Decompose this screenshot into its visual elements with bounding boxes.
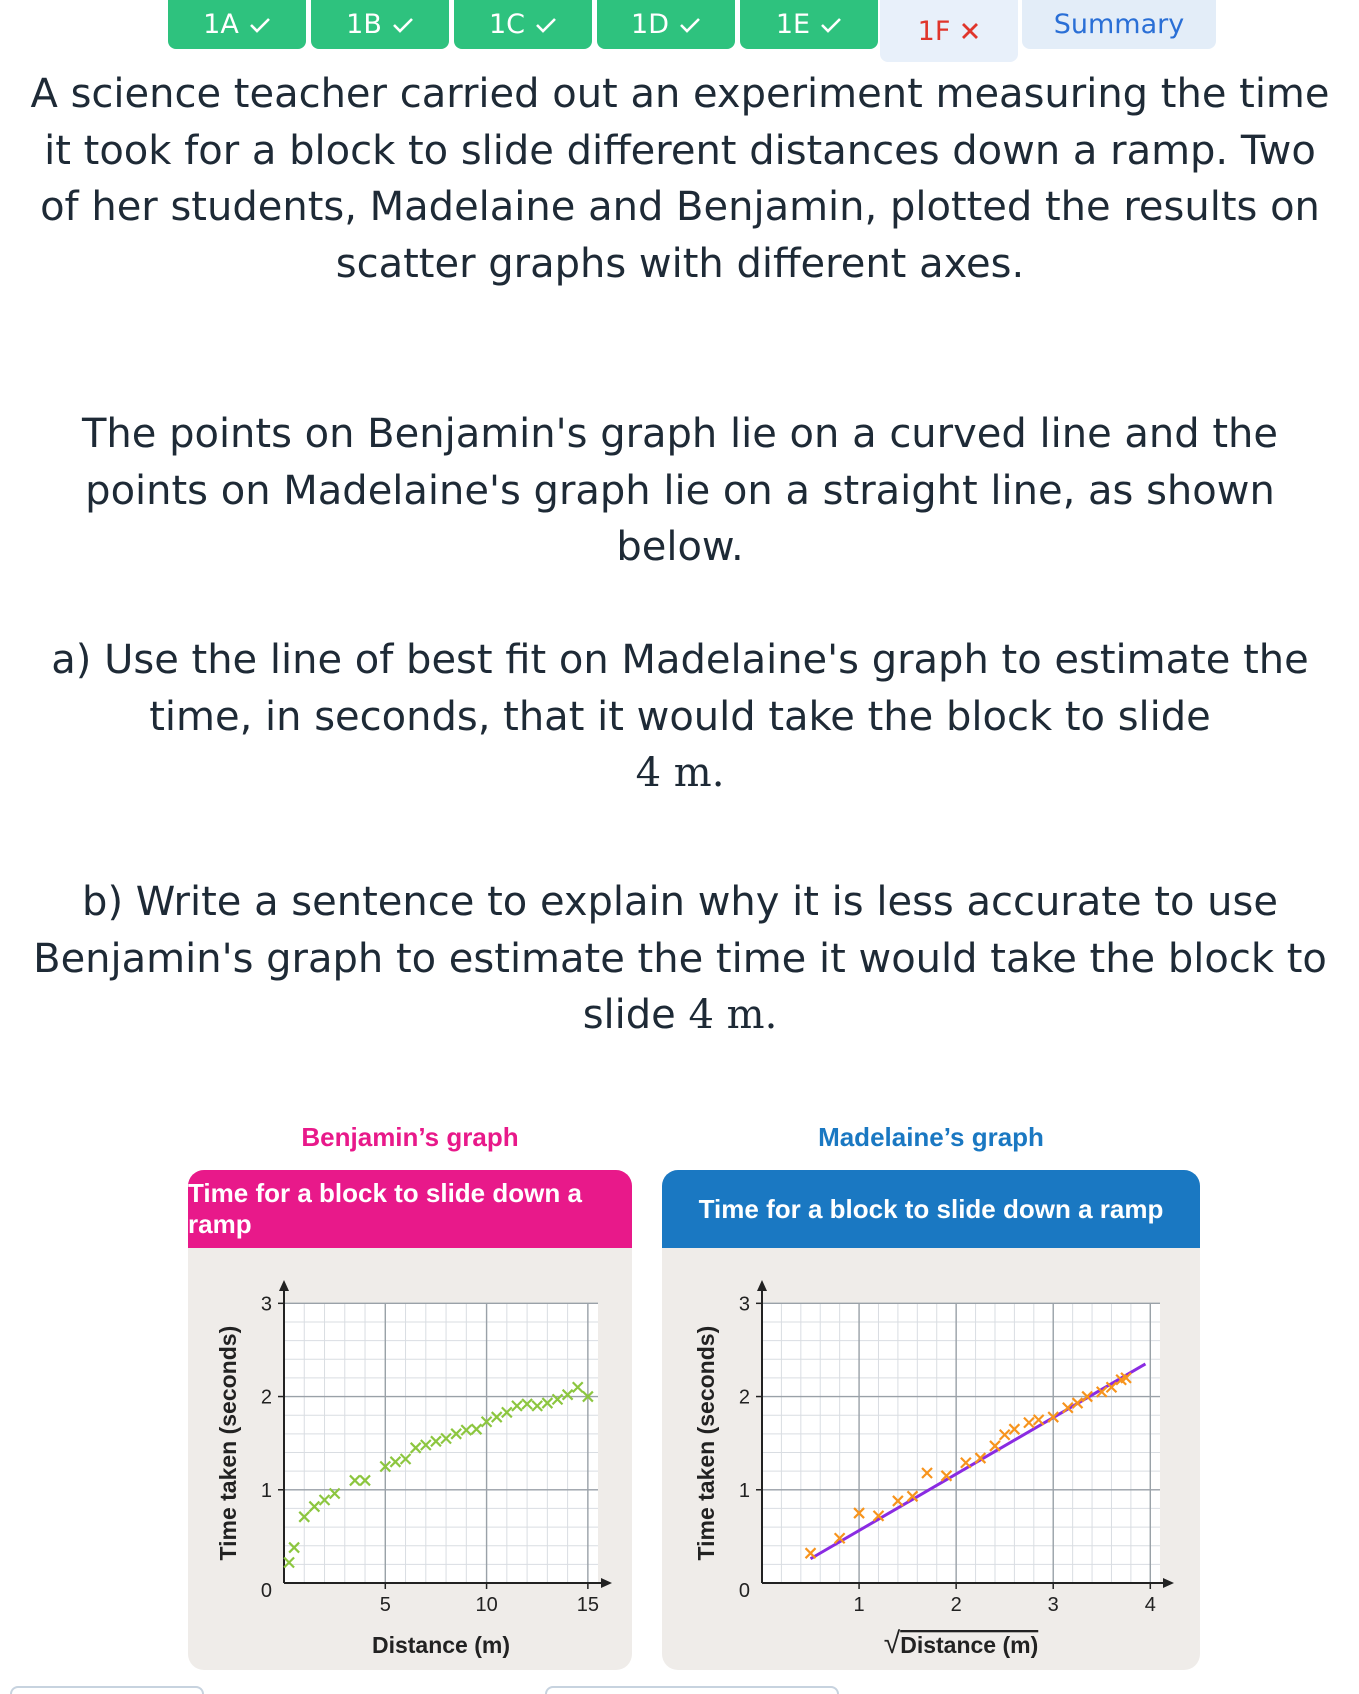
tab-label: 1E [775,9,811,40]
x-tick-label: 4 [1144,1594,1156,1616]
x-tick-label: 10 [475,1594,498,1616]
tab-1d[interactable] [597,0,735,49]
y-tick-label: 3 [260,1293,272,1316]
question-intro: A science teacher carried out an experiment measuring the time it took for a block to slide different distances down a ramp. Two of her students, Madelaine and Benjamin, plotted the results on scatter graphs with different axes. [30,71,1330,287]
part-b-distance: 4 m. [688,992,778,1038]
y-tick-label: 2 [260,1386,272,1409]
check-icon [820,16,842,34]
y-axis-arrow [757,1280,767,1291]
tab-1f[interactable] [880,0,1018,62]
tab-label: 1B [346,9,382,40]
y-tick-label: 1 [260,1479,272,1502]
y-axis-arrow [279,1280,289,1291]
madelaine-graph-panel [662,1170,1200,1670]
bottom-control[interactable] [10,1686,204,1694]
cross-icon [960,21,980,41]
question-observation: The points on Benjamin's graph lie on a curved line and the points on Madelaine's graph lie on a straight line, as shown below. [81,411,1279,570]
x-axis-label: Distance (m) [371,1632,511,1658]
tab-label: 1F [917,15,951,47]
check-icon [392,16,414,34]
madelaine-graph-label: Madelaine’s graph [818,1122,1044,1152]
tab-label: 1A [203,9,239,40]
y-tick-label: 3 [738,1293,750,1316]
check-icon [535,16,557,34]
plot-area [762,1303,1160,1583]
check-icon [249,16,271,34]
tab-summary[interactable] [1022,0,1216,49]
question-part-a [20,632,1340,802]
madelaine-scatter-chart [662,1248,1200,1670]
benjamin-graph-label: Benjamin’s graph [301,1122,519,1152]
x-axis-label-text: Distance (m) [900,1632,1039,1658]
benjamin-graph-panel [188,1170,632,1670]
tab-1e[interactable] [740,0,878,49]
sqrt-symbol: √ [883,1627,901,1660]
x-tick-label: 1 [853,1594,865,1616]
check-icon [679,16,701,34]
question-part-b [20,874,1340,1044]
tab-1b[interactable] [311,0,449,49]
tab-label: 1C [488,9,526,40]
origin-label: 0 [260,1580,272,1602]
x-tick-label: 3 [1047,1594,1059,1616]
tab-label: Summary [1053,9,1185,40]
tab-1c[interactable] [454,0,592,49]
y-axis-label: Time taken (seconds) [215,1325,241,1561]
tab-1a[interactable] [168,0,306,49]
origin-label: 0 [738,1580,750,1602]
madelaine-chart-title: Time for a block to slide down a ramp [662,1170,1200,1248]
benjamin-chart-title: Time for a block to slide down a ramp [188,1170,632,1248]
x-axis-arrow [601,1578,612,1588]
y-axis-label: Time taken (seconds) [693,1325,719,1561]
part-b-text: b) Write a sentence to explain why it is less accurate to use Benjamin's graph to estimate the time it would take the block to slide [33,879,1327,1038]
bottom-control[interactable] [545,1686,839,1694]
x-tick-label: 15 [576,1594,599,1616]
x-axis-arrow [1163,1578,1174,1588]
part-a-distance: 4 m. [635,750,725,796]
benjamin-scatter-chart [188,1248,632,1670]
part-a-text: a) Use the line of best fit on Madelaine's graph to estimate the time, in seconds, that it would take the block to slide [51,637,1309,740]
tab-label: 1D [631,9,669,40]
x-axis-label [884,1627,1039,1660]
y-tick-label: 1 [738,1479,750,1502]
y-tick-label: 2 [738,1386,750,1409]
x-tick-label: 5 [379,1594,391,1616]
x-tick-label: 2 [950,1594,962,1616]
